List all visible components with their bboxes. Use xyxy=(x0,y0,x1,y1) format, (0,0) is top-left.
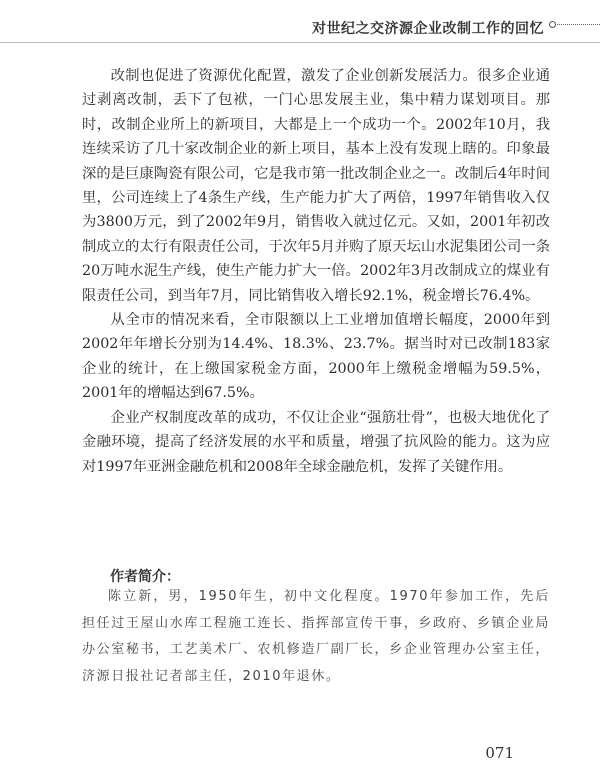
author-section-heading: 作者简介： xyxy=(110,569,180,585)
header-divider xyxy=(0,42,600,43)
article-body xyxy=(82,64,550,479)
running-header-title: 对世纪之交济源企业改制工作的回忆 xyxy=(312,21,544,37)
body-paragraph-1: 改制也促进了资源优化配置，激发了企业创新发展活力。很多企业通过剥离改制，丢下了包袱，一门心思发展主业，集中精力谋划项目。那时，改制企业所上的新项目，大都是上一个成功一个。2002年10月，我连续采访了几十家改制企业的新上项目，基本上没有发现上瞎的。印象最深的是巨康陶瓷有限公司，它是我市第一批改制企业之一。改制后4年时间里，公司连续上了4条生产线，生产能力扩大了两倍，1997年销售收入仅为3800万元，到了2002年9月，销售收入就过亿元。又如，2001年初改制成立的太行有限责任公司，于次年5月并购了原天坛山水泥集团公司一条20万吨水泥生产线，使生产能力扩大一倍。2002年3月改制成立的煤业有限责任公司，到当年7月，同比销售收入增长92.1%，税金增长76.4%。 xyxy=(82,68,550,304)
page-number: 071 xyxy=(485,744,514,762)
dotted-leader-line xyxy=(557,24,600,25)
body-paragraph-3: 企业产权制度改革的成功，不仅让企业“强筋壮骨”，也极大地优化了金融环境，提高了经济发展的水平和质量，增强了抗风险的能力。这为应对1997年亚洲金融危机和2008年全球金融危机，发挥了关键作用。 xyxy=(82,409,550,475)
body-paragraph-2: 从全市的情况来看，全市限额以上工业增加值增长幅度，2000年到2002年年增长分别为14.4%、18.3%、23.7%。据当时对已改制183家企业的统计，在上缴国家税金方面，2000年上缴税金增幅为59.5%，2001年的增幅达到67.5%。 xyxy=(82,312,550,402)
circle-ornament-icon xyxy=(549,21,556,28)
running-header xyxy=(0,0,600,52)
author-bio-text: 陈立新，男，1950年生，初中文化程度。1970年参加工作，先后担任过王屋山水库工程施工连长、指挥部宣传干事，乡政府、乡镇企业局办公室秘书，工艺美术厂、农机修造厂副厂长，乡企业管理办公室主任，济源日报社记者部主任，2010年退休。 xyxy=(82,589,550,684)
